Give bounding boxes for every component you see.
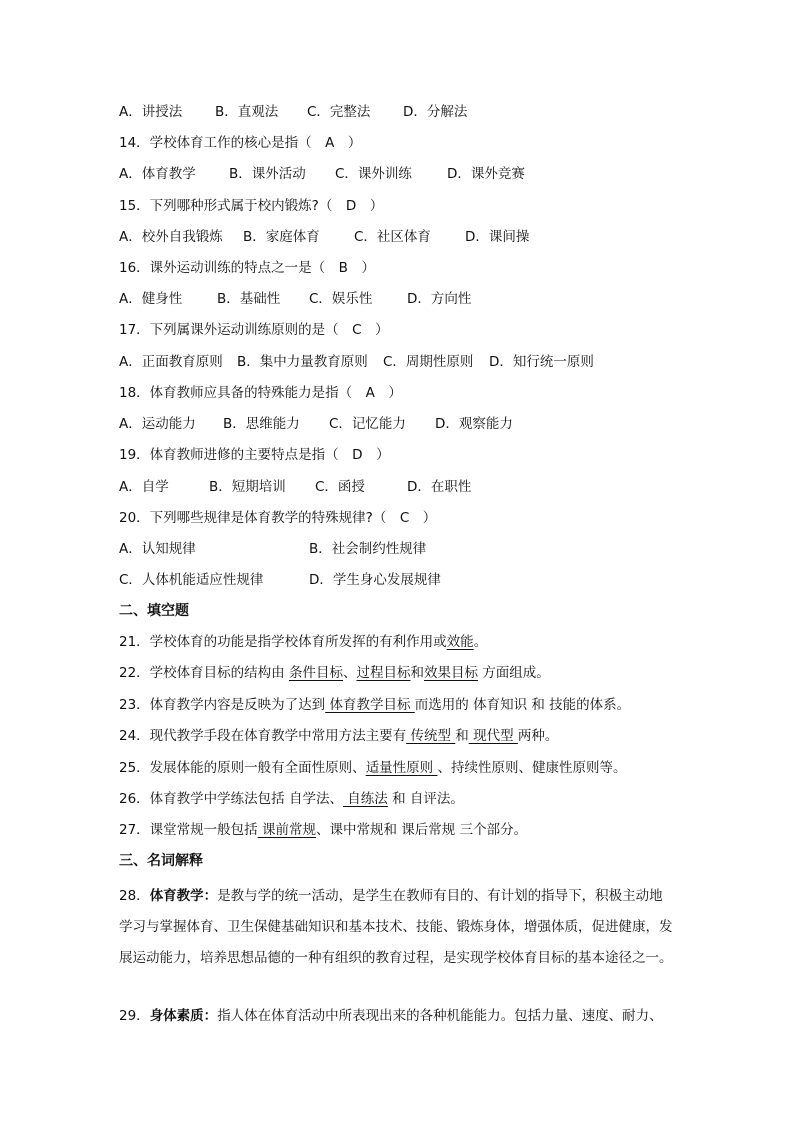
answer-blank: 效能 xyxy=(446,634,474,650)
answer-blank: 传统型 xyxy=(406,728,456,744)
question-23 xyxy=(119,695,630,715)
question-24 xyxy=(119,726,558,746)
option: A．认知规律 xyxy=(119,541,196,557)
section-heading-fill-blank: 二、填空题 xyxy=(119,603,189,619)
text-seg: 两种。 xyxy=(517,728,559,744)
text-seg: 方面组成。 xyxy=(477,665,550,681)
option: D．分解法 xyxy=(403,104,468,120)
text-seg: 而选用的 体育知识 和 技能的体系。 xyxy=(414,697,631,713)
option: A．运动能力 xyxy=(119,416,196,432)
option: B．家庭体育 xyxy=(243,229,320,245)
term-definition-28 xyxy=(119,881,675,974)
option: C．周期性原则 xyxy=(383,354,474,370)
question-26 xyxy=(119,789,464,809)
options-line xyxy=(119,102,467,122)
option: C．娱乐性 xyxy=(309,291,373,307)
answer-blank: 适量性原则 xyxy=(365,760,438,776)
text-seg: 21．学校体育的功能是指学校体育所发挥的有利作用或 xyxy=(119,634,447,650)
option: C．社区体育 xyxy=(354,229,431,245)
option: A．健身性 xyxy=(119,291,183,307)
text-seg: 、课中常规和 课后常规 三个部分。 xyxy=(315,822,528,838)
option: C．记忆能力 xyxy=(329,416,406,432)
question-14: 14．学校体育工作的核心是指（ A ） xyxy=(119,135,362,151)
question-25 xyxy=(119,758,626,778)
question-22 xyxy=(119,663,550,683)
answer-blank: 课前常规 xyxy=(257,822,316,838)
text-seg: 25．发展体能的原则一般有全面性原则、 xyxy=(119,760,366,776)
term-title: 身体素质： xyxy=(149,1008,218,1024)
section-heading-terms: 三、名词解释 xyxy=(119,853,203,869)
text-seg: 27．课堂常规一般包括 xyxy=(119,822,258,838)
option: A．讲授法 xyxy=(119,104,183,120)
answer-blank: 效果目标 xyxy=(423,665,478,681)
question-17: 17．下列属课外运动训练原则的是（ C ） xyxy=(119,322,389,338)
text-seg: 和 xyxy=(455,728,469,744)
option: A．自学 xyxy=(119,479,169,495)
option: B．思维能力 xyxy=(223,416,300,432)
item-number: 29． xyxy=(119,1008,150,1024)
text-seg: 22．学校体育目标的结构由 xyxy=(119,665,289,681)
question-21 xyxy=(119,632,487,652)
option: A．正面教育原则 xyxy=(119,354,223,370)
text-seg: 、 xyxy=(342,665,357,681)
term-title: 体育教学： xyxy=(149,888,218,904)
options-line xyxy=(119,570,441,590)
question-15: 15．下列哪种形式属于校内锻炼?（ D ） xyxy=(119,198,384,214)
text-seg: 、持续性原则、健康性原则等。 xyxy=(437,760,627,776)
option: B．直观法 xyxy=(215,104,279,120)
text-seg: 24．现代教学手段在体育教学中常用方法主要有 xyxy=(119,728,407,744)
option: B．短期培训 xyxy=(209,479,286,495)
option: B．社会制约性规律 xyxy=(309,541,427,557)
answer-blank: 条件目标 xyxy=(288,665,343,681)
option: B．集中力量教育原则 xyxy=(237,354,368,370)
question-18: 18．体育教师应具备的特殊能力是指（ A ） xyxy=(119,385,402,401)
answer-blank: 体育教学目标 xyxy=(325,697,415,713)
term-definition-29 xyxy=(119,1006,663,1026)
option: D．课间操 xyxy=(465,229,530,245)
text-seg: 。 xyxy=(473,634,488,650)
answer-blank: 自练法 xyxy=(342,791,388,807)
option: D．学生身心发展规律 xyxy=(309,572,441,588)
options-line xyxy=(119,414,513,434)
answer-blank: 现代型 xyxy=(468,728,518,744)
term-body: 指人体在体育活动中所表现出来的各种机能能力。包括力量、速度、耐力、 xyxy=(217,1008,663,1024)
item-number: 28． xyxy=(119,888,150,904)
option: C．函授 xyxy=(315,479,365,495)
option: B．课外活动 xyxy=(229,166,306,182)
option: D．课外竞赛 xyxy=(447,166,525,182)
option: B．基础性 xyxy=(217,291,281,307)
options-line xyxy=(119,539,426,559)
answer-blank: 过程目标 xyxy=(356,665,411,681)
option: D．方向性 xyxy=(407,291,472,307)
option: C．完整法 xyxy=(307,104,371,120)
text-seg: 和 自评法。 xyxy=(387,791,464,807)
question-27 xyxy=(119,820,527,840)
option: C．课外训练 xyxy=(335,166,412,182)
option: A．体育教学 xyxy=(119,166,196,182)
term-body: 是教与学的统一活动，是学生在教师有目的、有计划的指导下，积极主动地学习与掌握体育、卫生保健基础知识和基本技术、技能、锻炼身体，增强体质，促进健康，发展运动能力，培养思想品德的一种有组织的教育过程，是实现学校体育目标的基本途径之一。 xyxy=(119,888,673,966)
options-line xyxy=(119,477,471,497)
question-20: 20．下列哪些规律是体育教学的特殊规律?（ C ） xyxy=(119,510,437,526)
option: C．人体机能适应性规律 xyxy=(119,572,264,588)
options-line xyxy=(119,227,529,247)
option: D．知行统一原则 xyxy=(489,354,594,370)
text-seg: 26．体育教学中学练法包括 自学法、 xyxy=(119,791,343,807)
options-line xyxy=(119,289,471,309)
options-line xyxy=(119,352,594,372)
question-19: 19．体育教师进修的主要特点是指（ D ） xyxy=(119,447,390,463)
text-seg: 23．体育教学内容是反映为了达到 xyxy=(119,697,326,713)
text-seg: 和 xyxy=(410,665,424,681)
option: D．在职性 xyxy=(407,479,472,495)
option: D．观察能力 xyxy=(435,416,513,432)
option: A．校外自我锻炼 xyxy=(119,229,223,245)
question-16: 16．课外运动训练的特点之一是（ B ） xyxy=(119,260,375,276)
options-line xyxy=(119,164,525,184)
